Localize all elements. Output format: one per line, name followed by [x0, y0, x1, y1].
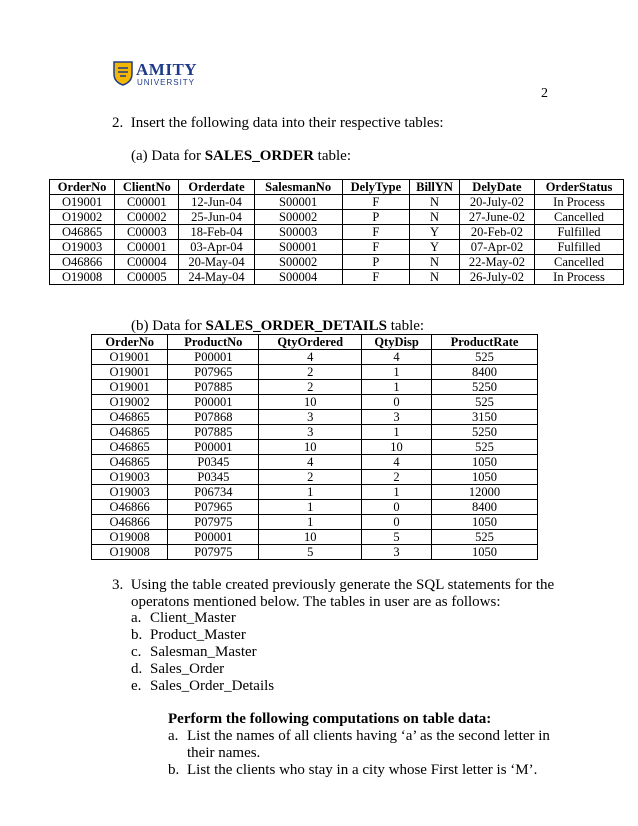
table-cell: F: [342, 225, 410, 240]
table-cell: 26-July-02: [459, 270, 534, 285]
table-cell: O46865: [92, 410, 168, 425]
table-cell: C00004: [115, 255, 179, 270]
table-cell: Fulfilled: [535, 225, 624, 240]
table-cell: 2: [362, 470, 432, 485]
task-text-line-1: List the names of all clients having ‘a’ as the second letter in: [187, 728, 550, 744]
table-cell: P07975: [168, 515, 259, 530]
table-cell: 3: [362, 545, 432, 560]
list-marker: a.: [168, 728, 179, 744]
column-header: DelyType: [342, 180, 410, 195]
table-cell: 525: [432, 440, 538, 455]
table-cell: 3150: [432, 410, 538, 425]
table-cell: O19001: [92, 350, 168, 365]
table-cell: 8400: [432, 365, 538, 380]
table-cell: 1: [362, 485, 432, 500]
table-cell: F: [342, 270, 410, 285]
table-cell: In Process: [535, 195, 624, 210]
table-cell: 1: [259, 485, 362, 500]
table-cell: O19003: [92, 485, 168, 500]
table-row: [92, 365, 538, 380]
shield-icon: [112, 60, 134, 86]
column-header: QtyOrdered: [259, 335, 362, 350]
table-cell: 525: [432, 530, 538, 545]
table-cell: 4: [362, 350, 432, 365]
table-cell: 20-July-02: [459, 195, 534, 210]
sales-order-details-table: [91, 334, 538, 560]
table-cell: 1050: [432, 545, 538, 560]
table-cell: O19008: [92, 530, 168, 545]
table-row: [92, 515, 538, 530]
question-3-line-1: 3. Using the table created previously generate the SQL statements for the: [112, 577, 555, 593]
column-header: OrderNo: [50, 180, 115, 195]
table-cell: O19001: [50, 195, 115, 210]
amity-logo: [112, 58, 202, 92]
table-cell: N: [410, 210, 460, 225]
table-cell: O46865: [92, 425, 168, 440]
table-cell: Cancelled: [535, 210, 624, 225]
table-cell: O46865: [92, 455, 168, 470]
caption-prefix: (a) Data for: [131, 148, 205, 164]
task-text-line-2: their names.: [187, 745, 261, 761]
table-cell: 20-May-04: [179, 255, 254, 270]
task-text-line-1: List the clients who stay in a city whose First letter is ‘M’.: [187, 762, 538, 778]
table-cell: C00002: [115, 210, 179, 225]
table-cell: P07885: [168, 425, 259, 440]
table-cell: 25-Jun-04: [179, 210, 254, 225]
table-cell: 5250: [432, 380, 538, 395]
table-cell: Y: [410, 240, 460, 255]
question-3-line-2: operatons mentioned below. The tables in user are as follows:: [131, 594, 501, 610]
list-marker: b.: [131, 627, 143, 643]
table-cell: C00001: [115, 240, 179, 255]
table-cell: S00001: [254, 240, 342, 255]
table-row: [50, 225, 624, 240]
list-item: Product_Master: [150, 627, 246, 643]
table-cell: 4: [259, 350, 362, 365]
table-cell: P00001: [168, 440, 259, 455]
table-cell: O46865: [50, 225, 115, 240]
column-header: QtyDisp: [362, 335, 432, 350]
sales-order-table: [49, 179, 624, 285]
list-item: Sales_Order_Details: [150, 678, 275, 694]
table-cell: P07965: [168, 365, 259, 380]
table-cell: O19008: [92, 545, 168, 560]
table-cell: 0: [362, 395, 432, 410]
table-row: [92, 425, 538, 440]
table-header-row: [92, 335, 538, 350]
table-cell: 3: [259, 425, 362, 440]
table-cell: 10: [259, 440, 362, 455]
column-header: ClientNo: [115, 180, 179, 195]
table-cell: O19001: [92, 380, 168, 395]
logo-subtitle: UNIVERSITY: [137, 78, 196, 87]
table-cell: 5250: [432, 425, 538, 440]
table-row: [50, 255, 624, 270]
table-cell: 1: [362, 380, 432, 395]
column-header: OrderNo: [92, 335, 168, 350]
column-header: SalesmanNo: [254, 180, 342, 195]
table-cell: 03-Apr-04: [179, 240, 254, 255]
table-cell: 4: [259, 455, 362, 470]
list-marker: e.: [131, 678, 142, 694]
table-cell: 4: [362, 455, 432, 470]
table-cell: 525: [432, 395, 538, 410]
sales-order-caption: [131, 148, 351, 165]
table-cell: P07975: [168, 545, 259, 560]
table-cell: 07-Apr-02: [459, 240, 534, 255]
column-header: Orderdate: [179, 180, 254, 195]
sales-order-details-caption: [131, 318, 424, 335]
table-cell: O19001: [92, 365, 168, 380]
table-row: [92, 530, 538, 545]
table-cell: N: [410, 195, 460, 210]
table-cell: O46866: [50, 255, 115, 270]
table-cell: 10: [362, 440, 432, 455]
column-header: OrderStatus: [535, 180, 624, 195]
table-cell: 5: [362, 530, 432, 545]
table-row: [92, 410, 538, 425]
table-cell: O19002: [50, 210, 115, 225]
table-cell: O19003: [50, 240, 115, 255]
table-cell: P00001: [168, 395, 259, 410]
table-cell: 10: [259, 395, 362, 410]
table-header-row: [50, 180, 624, 195]
table-cell: 22-May-02: [459, 255, 534, 270]
column-header: ProductNo: [168, 335, 259, 350]
table-cell: C00003: [115, 225, 179, 240]
table-row: [50, 270, 624, 285]
table-row: [92, 470, 538, 485]
table-cell: P0345: [168, 470, 259, 485]
table-cell: S00002: [254, 210, 342, 225]
table-row: [92, 455, 538, 470]
table-cell: P: [342, 255, 410, 270]
table-cell: S00002: [254, 255, 342, 270]
list-marker: c.: [131, 644, 142, 660]
table-cell: 0: [362, 515, 432, 530]
table-cell: 1: [362, 425, 432, 440]
table-cell: 27-June-02: [459, 210, 534, 225]
list-item: Client_Master: [150, 610, 236, 626]
table-cell: P: [342, 210, 410, 225]
table-cell: 1050: [432, 515, 538, 530]
table-cell: O19003: [92, 470, 168, 485]
table-cell: 1: [259, 515, 362, 530]
list-marker: d.: [131, 661, 143, 677]
table-row: [50, 195, 624, 210]
caption-prefix: (b) Data for: [131, 318, 206, 334]
computations-subheading: Perform the following computations on table data:: [168, 711, 492, 727]
table-cell: F: [342, 195, 410, 210]
column-header: BillYN: [410, 180, 460, 195]
logo-title: AMITY: [136, 60, 198, 79]
table-row: [50, 210, 624, 225]
list-item: Salesman_Master: [150, 644, 257, 660]
table-cell: P00001: [168, 350, 259, 365]
caption-table-name: SALES_ORDER_DETAILS: [205, 318, 387, 334]
table-cell: 8400: [432, 500, 538, 515]
table-cell: 12000: [432, 485, 538, 500]
table-cell: 20-Feb-02: [459, 225, 534, 240]
page-number: 2: [541, 86, 548, 101]
table-cell: 1: [259, 500, 362, 515]
table-row: [92, 440, 538, 455]
table-cell: F: [342, 240, 410, 255]
table-cell: P07885: [168, 380, 259, 395]
table-cell: 24-May-04: [179, 270, 254, 285]
table-cell: O19008: [50, 270, 115, 285]
table-row: [92, 380, 538, 395]
table-cell: In Process: [535, 270, 624, 285]
table-cell: P07868: [168, 410, 259, 425]
table-cell: P07965: [168, 500, 259, 515]
table-cell: 1: [362, 365, 432, 380]
table-cell: N: [410, 270, 460, 285]
table-cell: S00004: [254, 270, 342, 285]
table-cell: 2: [259, 380, 362, 395]
table-row: [50, 240, 624, 255]
table-cell: 12-Jun-04: [179, 195, 254, 210]
table-cell: Fulfilled: [535, 240, 624, 255]
table-cell: P00001: [168, 530, 259, 545]
table-cell: 0: [362, 500, 432, 515]
list-marker: b.: [168, 762, 180, 778]
table-cell: 525: [432, 350, 538, 365]
table-row: [92, 350, 538, 365]
table-cell: O46866: [92, 500, 168, 515]
table-cell: P0345: [168, 455, 259, 470]
column-header: ProductRate: [432, 335, 538, 350]
table-cell: P06734: [168, 485, 259, 500]
table-row: [92, 395, 538, 410]
table-cell: 1050: [432, 470, 538, 485]
caption-suffix: table:: [387, 318, 425, 334]
table-cell: O19002: [92, 395, 168, 410]
table-cell: S00001: [254, 195, 342, 210]
table-cell: O46866: [92, 515, 168, 530]
table-cell: N: [410, 255, 460, 270]
table-cell: 3: [362, 410, 432, 425]
table-row: [92, 545, 538, 560]
table-cell: Cancelled: [535, 255, 624, 270]
table-cell: O46865: [92, 440, 168, 455]
table-cell: 2: [259, 365, 362, 380]
table-cell: 10: [259, 530, 362, 545]
table-cell: 1050: [432, 455, 538, 470]
table-row: [92, 485, 538, 500]
table-cell: S00003: [254, 225, 342, 240]
table-cell: 3: [259, 410, 362, 425]
list-item: Sales_Order: [150, 661, 225, 677]
column-header: DelyDate: [459, 180, 534, 195]
table-cell: C00005: [115, 270, 179, 285]
caption-suffix: table:: [313, 148, 351, 164]
question-2-heading: 2. Insert the following data into their respective tables:: [112, 115, 444, 131]
table-cell: 18-Feb-04: [179, 225, 254, 240]
caption-table-name: SALES_ORDER: [204, 148, 314, 164]
table-cell: 2: [259, 470, 362, 485]
list-marker: a.: [131, 610, 142, 626]
table-cell: C00001: [115, 195, 179, 210]
table-row: [92, 500, 538, 515]
table-cell: 5: [259, 545, 362, 560]
table-cell: Y: [410, 225, 460, 240]
